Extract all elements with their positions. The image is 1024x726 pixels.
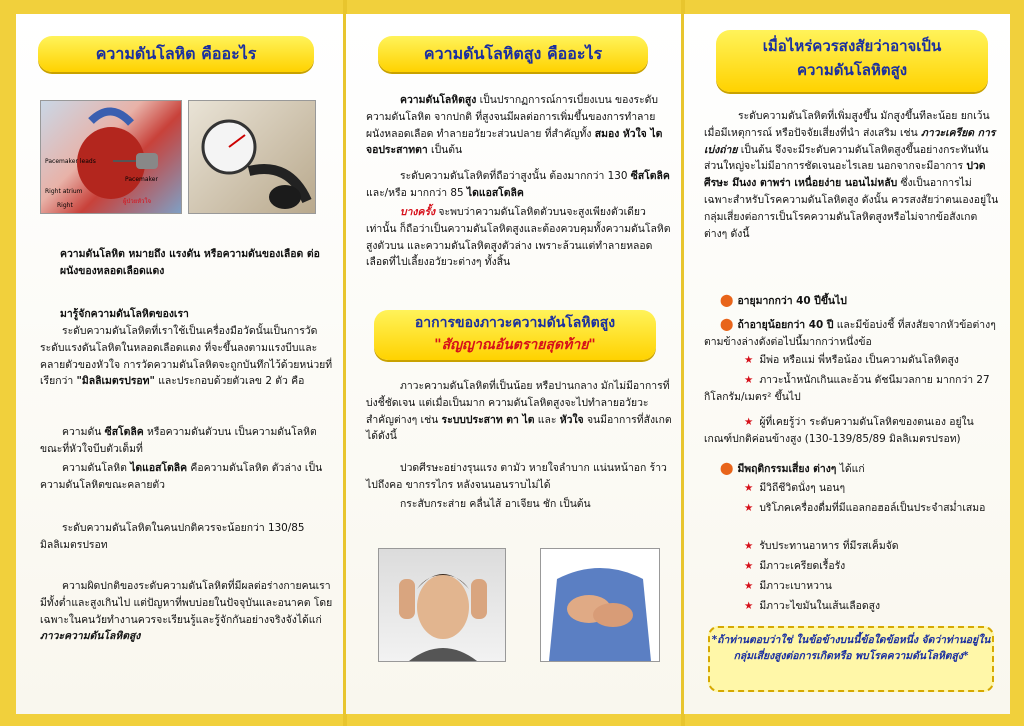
panel3-risk-2: ★ บริโภคเครื่องดื่มที่มีแอลกอฮอล์เป็นประจำสม่ำเสมอ: [744, 502, 986, 514]
red-star-icon: ★: [744, 354, 754, 366]
panel2-symptoms-2: ปวดศีรษะอย่างรุนแรง ตามัว หายใจลำบาก แน่นหน้าอก ร้าวไปถึงคอ ขากรรไกร หลังจนนอนราบไม่ได้: [366, 462, 667, 491]
panel3-age-1: ⬤ อายุมากกว่า 40 ปีขึ้นไป: [720, 293, 847, 307]
red-star-icon: ★: [744, 540, 754, 552]
panel1-body-3: ความดันโลหิต ไดแอสโตลิค คือความดันโลหิต ตัวล่าง เป็นความดันโลหิตขณะคลายตัว: [40, 462, 323, 491]
headache-man-image: [378, 548, 506, 662]
chest-pain-illustration: [541, 549, 659, 661]
red-star-icon: ★: [744, 502, 754, 514]
panel3-risk-6: ★ มีภาวะไขมันในเส้นเลือดสูง: [744, 600, 881, 612]
panel3-risk-3: ★ รับประทานอาหาร ที่มีรสเค็มจัด: [744, 540, 899, 552]
panel3-sign-3: ★ ผู้ที่เคยรู้ว่า ระดับความดันโลหิตของตนเอง อยู่ในเกณฑ์ปกติค่อนข้างสูง (130-139/85/89 มิลลิเมตรปรอท): [704, 416, 974, 445]
panel3-title-line2: ความดันโลหิตสูง: [796, 61, 908, 79]
panel2-symptom-title: [374, 310, 656, 360]
panel2-q1: ความดันโลหิตสูง เป็นปรากฏการณ์การเบี่ยงเบน ของระดับความดันโลหิต จากปกติ ที่สูงจนมีผลต่อการเพิ่มขึ้นของการทำลายผนังหลอดเลือด ทำลายอวัยวะส่วนปลาย ที่สำคัญทั้ง สมอง หัวใจ ไต จอประสาทตา เป็นต้น: [366, 94, 663, 157]
panel3-risk-5: ★ มีภาวะเบาหวาน: [744, 580, 832, 592]
panel1-body-5: ความผิดปกติของระดับความดันโลหิตที่มีผลต่อร่างกายคนเรา มีทั้งต่ำและสูงเกินไป แต่ปัญหาที่พบบ่อยในปัจจุบันและอนาคต โดยเฉพาะในคนวัยทำงานควรจะเรียนรู้และรู้จักกันอย่างจริงจังได้แก่ ภาวะความดันโลหิตสูง: [40, 580, 333, 643]
red-star-icon: ★: [744, 374, 754, 386]
panel2-q2: ระดับความดันโลหิตที่ถือว่าสูงนั้น ต้องมากกว่า 130 ซีสโตลิค และ/หรือ มากกว่า 85 ไดแอสโตลิค: [366, 170, 670, 199]
headache-illustration: [379, 549, 505, 661]
img-label-atrium: Right atrium: [45, 188, 83, 195]
panel1-body-1: ระดับความดันโลหิตที่เราใช้เป็นเครื่องมือวัดนั้นเป็นการวัดระดับแรงดันโลหิตในหลอดเลือดแดง ที่จะขึ้นลงตามแรงบีบและคลายตัวของหัวใจ การวัดความดันโลหิตจะถูกบันทึกไว้ด้วยหน่วยที่เรียกว่า "มิลลิเมตรปรอท" และประกอบด้วยตัวเลข 2 ตัว คือ: [40, 325, 333, 388]
img-label-leads: Pacemaker leads: [45, 158, 96, 165]
panel3-title: [716, 30, 988, 92]
panel1-know-heading: มารู้จักความดันโลหิตของเรา: [60, 308, 189, 320]
panel3-risk-4: ★ มีภาวะเครียดเรื้อรัง: [744, 560, 846, 572]
symptom-title-line1: อาการของภาวะความดันโลหิตสูง: [414, 315, 616, 331]
panel1-body-4: ระดับความดันโลหิตในคนปกติควรจะน้อยกว่า 130/85 มิลลิเมตรปรอท: [40, 522, 305, 551]
img-label-pacemaker: Pacemaker: [125, 176, 158, 183]
orange-bullet-icon: ⬤: [720, 317, 734, 331]
panel1-definition: ความดันโลหิต หมายถึง แรงดัน หรือความดันของเลือด ต่อผนังของหลอดเลือดแดง: [60, 248, 320, 277]
panel3-intro: ระดับความดันโลหิตที่เพิ่มสูงขึ้น มักสูงขึ้นทีละน้อย ยกเว้นเมื่อมีเหตุการณ์ หรือปัจจัยเสี่ยงที่นำ ส่งเสริม เช่น ภาวะเครียด การเบ่งถ่าย เป็นต้น จึงจะมีระดับความดันโลหิตสูงขึ้นอย่างกระทันหัน ส่วนใหญ่จะไม่มีอาการชัดเจนอะไรเลย นอกจากจะมีอาการ ปวดศีรษะ มึนงง ตาพร่า เหนื่อยง่าย นอนไม่หลับ ซึ่งเป็นอาการไม่เฉพาะสำหรับโรคความดันโลหิตสูง ดังนั้น ควรสงสัยว่าตนเองอยู่ในกลุ่มเสี่ยงต่อการเป็นโรคความดันโลหิตสูงหรือไม่จากข้อสังเกตต่างๆ ดังนี้: [704, 110, 999, 240]
panel1-title: ความดันโลหิต คืออะไร: [38, 36, 314, 72]
symptom-title-line2: "สัญญาณอันตรายสุดท้าย": [434, 337, 596, 353]
panel3-risk-1: ★ มีวิถีชีวิตนั่งๆ นอนๆ: [744, 482, 846, 494]
panel3-title-line1: เมื่อไหร่ควรสงสัยว่าอาจเป็น: [762, 37, 942, 55]
red-star-icon: ★: [744, 482, 754, 494]
chest-pain-man-image: [540, 548, 660, 662]
red-star-icon: ★: [744, 560, 754, 572]
red-star-icon: ★: [744, 600, 754, 612]
heart-pacemaker-image: [40, 100, 182, 214]
red-star-icon: ★: [744, 580, 754, 592]
panel2-symptoms-1: ภาวะความดันโลหิตที่เป็นน้อย หรือปานกลาง มักไม่มีอาการที่บ่งชี้ชัดเจน แต่เมื่อเป็นมาก ความดันโลหิตสูงจะไปทำลายอวัยวะสำคัญต่างๆ เช่น ระบบประสาท ตา ไต และ หัวใจ จนมีอาการที่สังเกตได้ดังนี้: [366, 380, 672, 443]
panel3-sign-1: ★ มีพ่อ หรือแม่ พี่หรือน้อง เป็นความดันโลหิตสูง: [744, 354, 959, 366]
blood-pressure-gauge-image: [188, 100, 316, 214]
panel2-symptoms-3: กระสับกระส่าย คลื่นไส้ อาเจียน ชัก เป็นต้น: [400, 498, 591, 510]
panel1-body-2: ความดัน ซีสโตลิค หรือความดันตัวบน เป็นความดันโลหิตขณะที่หัวใจบีบตัวเต็มที่: [40, 426, 317, 455]
panel2-title: ความดันโลหิตสูง คืออะไร: [378, 36, 648, 72]
panel2-q3: บางครั้ง จะพบว่าความดันโลหิตตัวบนจะสูงเพียงตัวเดียวเท่านั้น ก็ถือว่าเป็นความดันโลหิตสูงและต้องควบคุมทั้งความดันโลหิตสูงตัวบน และความดันโลหิตสูงตัวล่าง เพราะล้วนแต่ทำลายหลอดเลือดที่ไปเลี้ยงอวัยวะต่างๆ ทั้งสิ้น: [366, 206, 671, 269]
orange-bullet-icon: ⬤: [720, 461, 734, 475]
panel3-risk-note: *ถ้าท่านตอบว่าใช่ ในข้อข้างบนนี้ข้อใดข้อหนึ่ง จัดว่าท่านอยู่ในกลุ่มเสี่ยงสูงต่อการเกิดหรือ พบโรคความดันโลหิตสูง*: [708, 626, 994, 692]
img-label-right: Right: [57, 202, 73, 209]
panel3-age-2: ⬤ ถ้าอายุน้อยกว่า 40 ปี และมีข้อบ่งชี้ ที่สงสัยจากหัวข้อต่างๆ ตามข้างล่างดังต่อไปนี้มากกว่าหนึ่งข้อ: [704, 317, 996, 348]
img-label-caption: ผู้ป่วยหัวใจ: [123, 198, 151, 205]
gauge-illustration: [189, 101, 315, 213]
red-star-icon: ★: [744, 416, 754, 428]
heart-illustration: [41, 101, 181, 213]
orange-bullet-icon: ⬤: [720, 293, 734, 307]
panel3-behavior: ⬤ มีพฤติกรรมเสี่ยง ต่างๆ ได้แก่: [720, 461, 865, 475]
panel3-sign-2: ★ ภาวะน้ำหนักเกินและอ้วน ดัชนีมวลกาย มากกว่า 27 กิโลกรัม/เมตร² ขึ้นไป: [704, 374, 990, 403]
